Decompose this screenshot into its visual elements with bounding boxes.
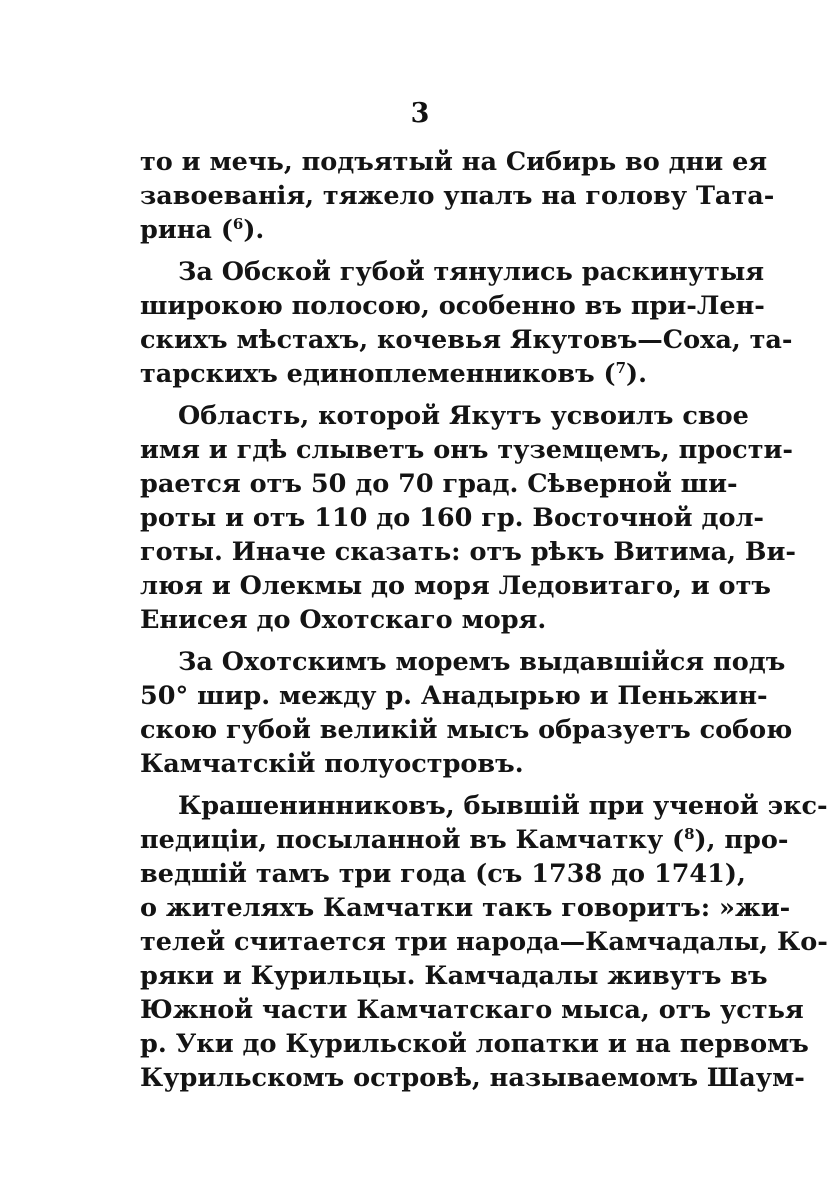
paragraph-1 — [140, 145, 775, 247]
paragraph-5 — [140, 789, 828, 1095]
text-line: Курильскомъ островѣ, называемомъ Шаум- — [140, 1063, 805, 1093]
text-line: то и мечь, подъятый на Сибирь во дни ея — [140, 147, 768, 177]
text-line: роты и отъ 110 до 160 гр. Восточной дол- — [140, 503, 765, 533]
text-line: скою губой великій мысъ образуетъ собою — [140, 715, 793, 745]
text-line: Южной части Камчатскаго мыса, отъ устья — [140, 995, 804, 1025]
text-line: ряки и Курильцы. Камчадалы живутъ въ — [140, 961, 768, 991]
text-line: готы. Иначе сказать: отъ рѣкъ Витима, Ви- — [140, 537, 796, 567]
text-line: скихъ мѣстахъ, кочевья Якутовъ—Соха, та- — [140, 325, 793, 355]
text-line: Крашенинниковъ, бывшій при ученой экс- — [178, 791, 828, 821]
text-line: 50° шир. между р. Анадырью и Пеньжин- — [140, 681, 768, 711]
text-line: о жителяхъ Камчатки такъ говоритъ: »жи- — [140, 893, 791, 923]
paragraph-2 — [140, 255, 793, 391]
text-line: р. Уки до Курильской лопатки и на первомъ — [140, 1029, 809, 1059]
text-line: телей считается три народа—Камчадалы, Ко- — [140, 927, 828, 957]
page-number: 3 — [410, 98, 430, 129]
text-line: завоеванія, тяжело упалъ на голову Тата- — [140, 181, 775, 211]
text-line: Енисея до Охотскаго моря. — [140, 605, 547, 635]
text-line: широкою полосою, особенно въ при-Лен- — [140, 291, 765, 321]
text-line: педиціи, посыланной въ Камчатку ($^8$), про- — [140, 825, 789, 855]
body-text — [140, 145, 828, 1103]
text-line: За Обской губой тянулись раскинутыя — [178, 257, 765, 287]
text-line: ведшій тамъ три года (съ 1738 до 1741), — [140, 859, 746, 889]
paragraph-3 — [140, 399, 796, 637]
text-line: Область, которой Якутъ усвоилъ свое — [178, 401, 749, 431]
paragraph-4 — [140, 645, 793, 781]
text-line: имя и гдѣ слыветъ онъ туземцемъ, прости- — [140, 435, 793, 465]
text-line: рина ($^6$). — [140, 215, 265, 245]
text-line: люя и Олекмы до моря Ледовитаго, и отъ — [140, 571, 771, 601]
text-line: За Охотскимъ моремъ выдавшійся подъ — [178, 647, 786, 677]
text-line: тарскихъ единоплеменниковъ ($^7$). — [140, 359, 648, 389]
text-line: рается отъ 50 до 70 град. Сѣверной ши- — [140, 469, 738, 499]
text-line: Камчатскій полуостровъ. — [140, 749, 524, 779]
